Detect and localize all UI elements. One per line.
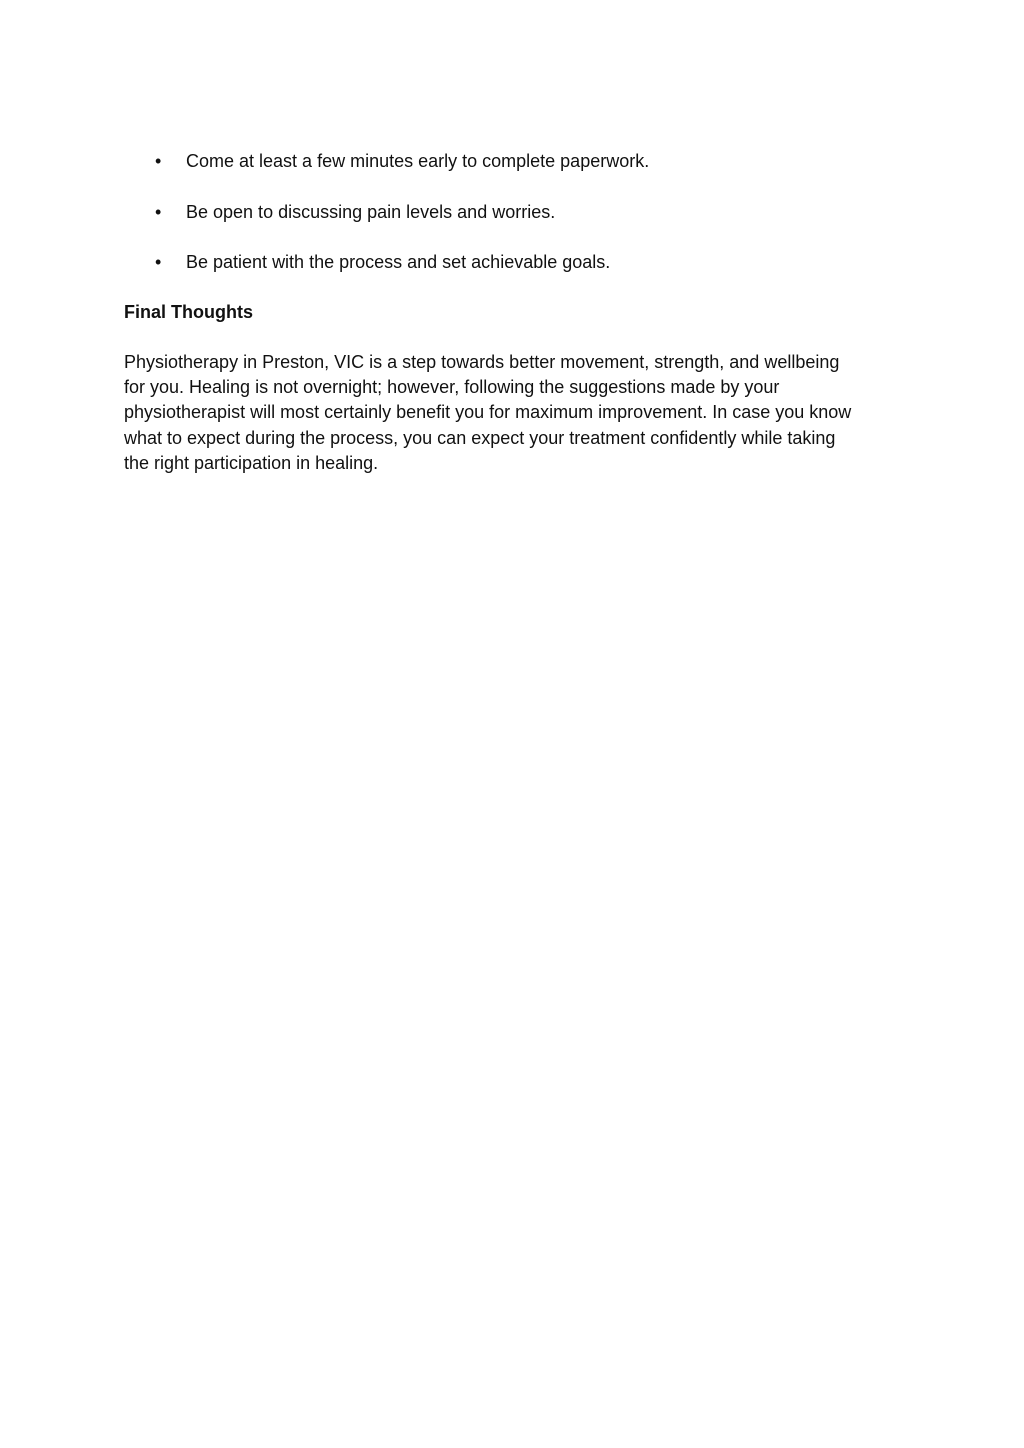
paragraph-line: what to expect during the process, you can expect your treatment confidently while taking: [124, 427, 836, 448]
bullet-icon: •: [155, 252, 162, 272]
tips-bullet-list: [124, 148, 904, 300]
section-heading: Final Thoughts: [124, 302, 253, 322]
bullet-icon: •: [155, 151, 162, 171]
section-paragraph: [124, 350, 914, 476]
bullet-icon: •: [155, 201, 162, 222]
list-item-text: Be patient with the process and set achievable goals.: [186, 252, 611, 272]
list-item: [124, 249, 904, 275]
paragraph-line: Physiotherapy in Preston, VIC is a step towards better movement, strength, and wellbeing: [124, 352, 840, 372]
list-item-text: Come at least a few minutes early to complete paperwork.: [186, 151, 650, 171]
paragraph-line: physiotherapist will most certainly benefit you for maximum improvement. In case you know: [124, 402, 852, 423]
list-item: [124, 148, 904, 174]
list-item-text: Be open to discussing pain levels and worries.: [186, 201, 556, 222]
paragraph-line: for you. Healing is not overnight; however, following the suggestions made by your: [124, 377, 780, 398]
paragraph-line: the right participation in healing.: [124, 452, 379, 473]
list-item: [124, 199, 904, 225]
